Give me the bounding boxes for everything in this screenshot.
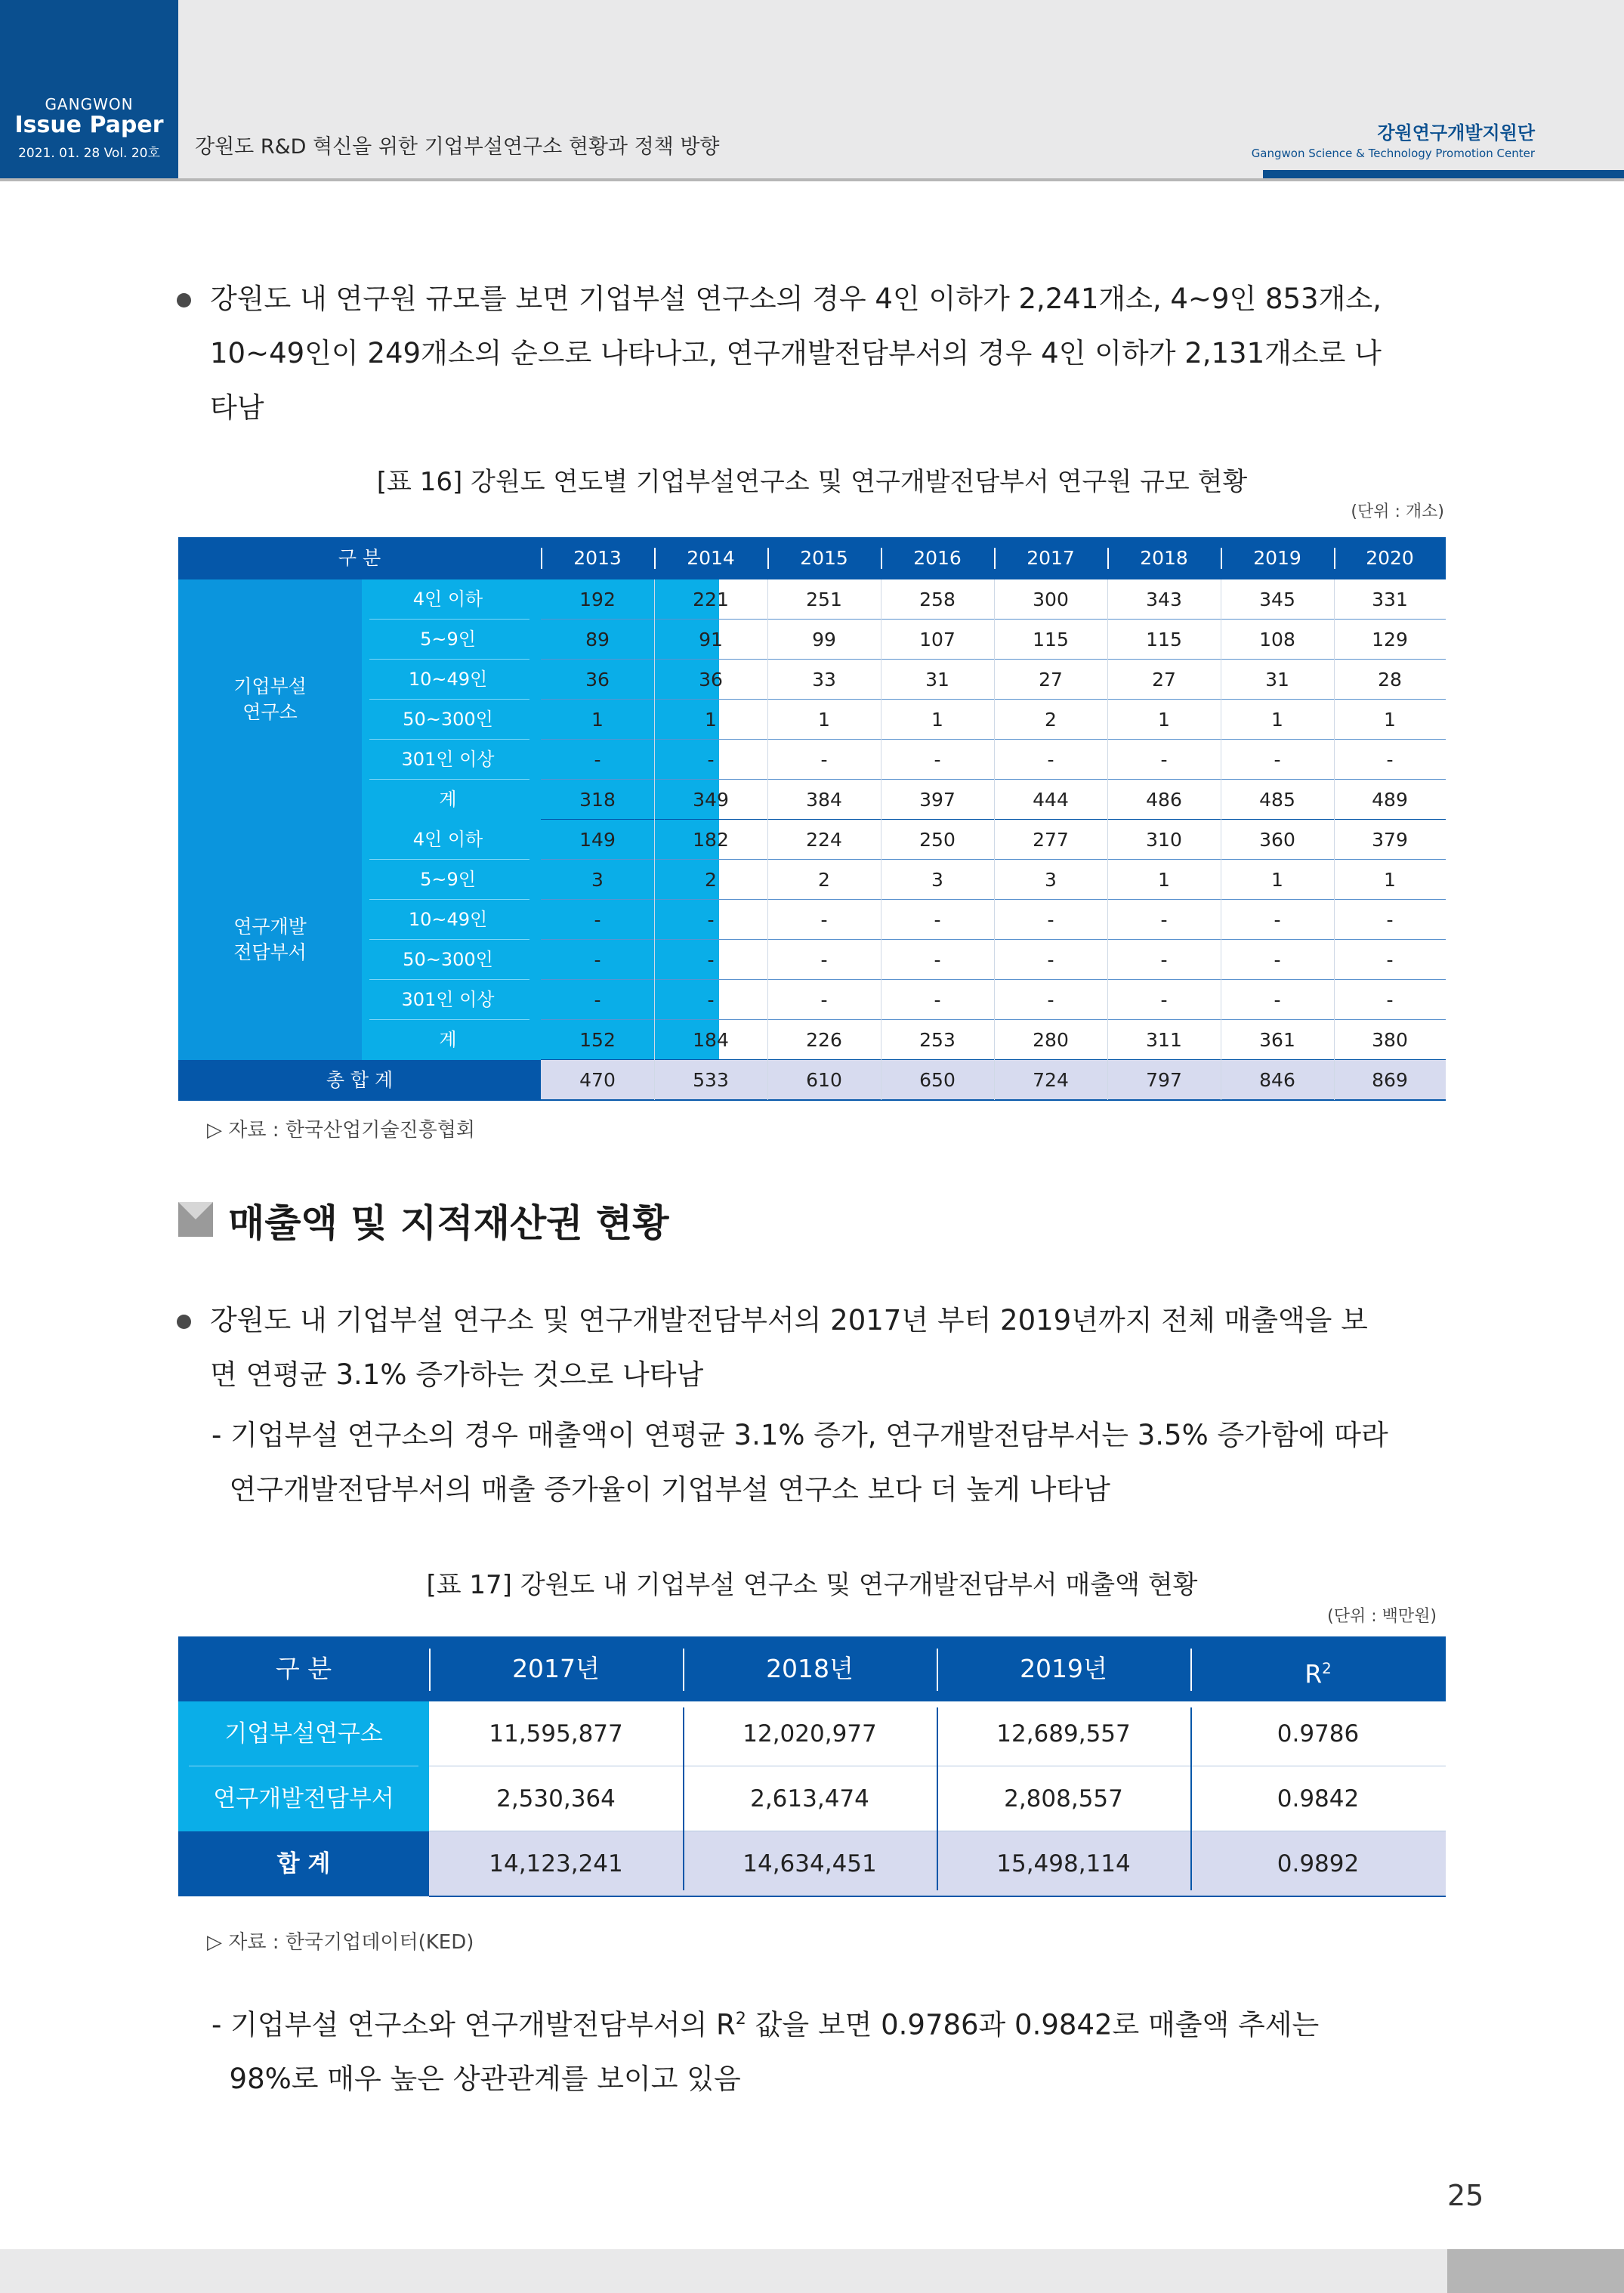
table16-cell: 27 — [1152, 669, 1176, 691]
table16-cell: - — [1274, 749, 1281, 771]
r2-sup: 2 — [1322, 1660, 1332, 1677]
table17-cell: 11,595,877 — [489, 1720, 623, 1748]
table16-cell: 360 — [1259, 829, 1295, 851]
page-number: 25 — [1447, 2179, 1484, 2212]
table16-cell: - — [1274, 909, 1281, 931]
table16-cell: 258 — [919, 589, 956, 610]
table16-caption: [표 16] 강원도 연도별 기업부설연구소 및 연구개발전담부서 연구원 규모 현황 — [376, 467, 1248, 497]
table16-cell: 300 — [1033, 589, 1069, 610]
table16-row-label: 4인 이하 — [412, 829, 483, 850]
table16-cell: 349 — [693, 789, 729, 811]
table16-year-header: 2020 — [1366, 547, 1414, 569]
table17-caption: [표 17] 강원도 내 기업부설 연구소 및 연구개발전담부서 매출액 현황 — [426, 1570, 1198, 1600]
table16-unit: (단위 : 개소) — [1351, 502, 1444, 521]
table16-cell: 224 — [806, 829, 842, 851]
table16-cell: 384 — [806, 789, 842, 811]
column-divider — [1107, 579, 1108, 1100]
table17-cell: 12,020,977 — [743, 1720, 877, 1748]
table16-cell: - — [820, 749, 828, 771]
table16-cell: - — [594, 989, 601, 1011]
table16-cell: 1 — [931, 709, 943, 731]
table16-row-label: 계 — [439, 789, 457, 810]
table16-year-header: 2013 — [573, 547, 622, 569]
paragraph-line: - 기업부설 연구소의 경우 매출액이 연평균 3.1% 증가, 연구개발전담부서는 3.5% 증가함에 따라 — [211, 1419, 1388, 1451]
paragraph-line: 강원도 내 기업부설 연구소 및 연구개발전담부서의 2017년 부터 2019년까지 전체 매출액을 보 — [210, 1304, 1368, 1337]
table16-row-label: 301인 이상 — [401, 989, 495, 1010]
column-divider — [937, 1707, 938, 1890]
table16-row-label: 10~49인 — [408, 669, 488, 690]
table17-cell: 0.9786 — [1277, 1720, 1360, 1748]
dash-paragraph-1 — [211, 1408, 1465, 1517]
table17-row-label: 연구개발전담부서 — [178, 1766, 429, 1831]
table16-cell: 380 — [1372, 1029, 1408, 1051]
table16-cell: 1 — [705, 709, 717, 731]
table16-cell: 397 — [919, 789, 956, 811]
table16-cell: - — [1386, 989, 1394, 1011]
bullet-paragraph-2 — [178, 1293, 1462, 1402]
table16-row-label: 50~300인 — [403, 949, 493, 970]
table16-cell: - — [1274, 949, 1281, 971]
table16-row-label: 계 — [439, 1029, 457, 1050]
bullet-paragraph-1 — [178, 272, 1462, 435]
paragraph-line: 98%로 매우 높은 상관관계를 보이고 있음 — [211, 2063, 741, 2096]
table16-cell: - — [707, 989, 715, 1011]
table16-cell: - — [820, 909, 828, 931]
table16-cell: 253 — [919, 1029, 956, 1051]
table17 — [178, 1636, 1446, 1901]
org-name-korean: 강원연구개발지원단 — [1377, 122, 1535, 144]
table16-cell: 28 — [1378, 669, 1402, 691]
logo-brand-main: Issue Paper — [14, 112, 164, 138]
table16-year-header: 2015 — [800, 547, 848, 569]
table17-cell: 12,689,557 — [996, 1720, 1131, 1748]
table16-cell: 1 — [1271, 869, 1283, 891]
paragraph-line — [211, 1992, 1465, 2052]
table16-cell: - — [1047, 989, 1054, 1011]
table16-cell: 361 — [1259, 1029, 1295, 1051]
column-divider — [683, 1707, 684, 1890]
section-square-icon — [178, 1202, 213, 1237]
table16-total-cell: 846 — [1259, 1069, 1295, 1091]
table16-cell: 182 — [693, 829, 729, 851]
table17-year-header: 2018년 — [766, 1654, 854, 1683]
table16-total-cell: 797 — [1146, 1069, 1182, 1091]
table16-cell: 345 — [1259, 589, 1295, 610]
table16-row-label: 301인 이상 — [401, 749, 495, 770]
table16-cell: - — [1386, 909, 1394, 931]
logo-brand-top: GANGWON — [45, 95, 134, 113]
dash-paragraph-2 — [211, 1992, 1465, 2106]
table16-total-cell: 869 — [1372, 1069, 1408, 1091]
table16-row-label: 50~300인 — [403, 709, 493, 730]
paragraph-text: 값을 보면 0.9786과 0.9842로 매출액 추세는 — [746, 2008, 1320, 2041]
table16-cell: 33 — [812, 669, 836, 691]
org-accent-bar — [1263, 170, 1624, 178]
table16-cell: 129 — [1372, 629, 1408, 651]
table16-cell: 310 — [1146, 829, 1182, 851]
table16-cell: 331 — [1372, 589, 1408, 610]
table17-row-label: 합 계 — [178, 1831, 429, 1896]
paragraph-line: 강원도 내 연구원 규모를 보면 기업부설 연구소의 경우 4인 이하가 2,241개소, 4~9인 853개소, — [210, 283, 1382, 315]
table16-cell: 3 — [931, 869, 943, 891]
paragraph-line: 면 연평균 3.1% 증가하는 것으로 나타남 — [210, 1358, 704, 1391]
table17-cell: 0.9842 — [1277, 1785, 1360, 1812]
table16-year-header: 2019 — [1253, 547, 1301, 569]
table16-cell: 318 — [579, 789, 616, 811]
footer-bar — [0, 2249, 1447, 2293]
table16-cell: 489 — [1372, 789, 1408, 811]
group-label-line: 전담부서 — [233, 941, 307, 963]
table16-cell: - — [1160, 989, 1168, 1011]
table-bottom-border — [178, 1099, 1446, 1101]
table16-cell: 1 — [1384, 709, 1396, 731]
table17-cell: 2,613,474 — [750, 1785, 869, 1812]
table16-total-cell: 724 — [1033, 1069, 1069, 1091]
table17-r2-header — [1190, 1636, 1446, 1701]
table16-cell: - — [1160, 949, 1168, 971]
table16-cell: 99 — [812, 629, 836, 651]
table17-year-header: 2019년 — [1020, 1654, 1107, 1683]
table16-group-label — [178, 820, 362, 1060]
table17-header-label: 구 분 — [275, 1654, 332, 1683]
table16-source: ▷ 자료 : 한국산업기술진흥협회 — [207, 1119, 475, 1142]
table16-cell: 277 — [1033, 829, 1069, 851]
column-divider — [1334, 579, 1335, 1100]
column-divider — [994, 579, 995, 1100]
table16-cell: 31 — [925, 669, 949, 691]
table16-total-cell: 650 — [919, 1069, 956, 1091]
table16-year-header: 2016 — [913, 547, 962, 569]
table16-cell: - — [1047, 909, 1054, 931]
table16-cell: - — [1160, 909, 1168, 931]
table17-cell: 2,530,364 — [496, 1785, 616, 1812]
table17-header-row — [178, 1636, 1446, 1701]
table16-cell: 115 — [1033, 629, 1069, 651]
table16-cell: 1 — [818, 709, 830, 731]
table16-cell: - — [707, 909, 715, 931]
table16-cell: - — [934, 949, 941, 971]
table16-cell: 89 — [585, 629, 610, 651]
column-divider — [1190, 1707, 1192, 1890]
table16-total-label: 총 합 계 — [178, 1060, 541, 1100]
table16-cell: - — [1160, 749, 1168, 771]
table16-cell: - — [934, 909, 941, 931]
table16-cell: 486 — [1146, 789, 1182, 811]
table16-cell: - — [1386, 749, 1394, 771]
table16-cell: - — [820, 949, 828, 971]
table16-cell: 27 — [1039, 669, 1063, 691]
table16-cell: - — [707, 749, 715, 771]
table16-cell: 2 — [705, 869, 717, 891]
document-title: 강원도 R&D 혁신을 위한 기업부설연구소 현황과 정책 방향 — [195, 135, 720, 159]
group-label-line: 기업부설 — [233, 675, 307, 697]
table16-cell: - — [1047, 949, 1054, 971]
table16-row-label: 10~49인 — [408, 909, 488, 930]
table16-cell: 311 — [1146, 1029, 1182, 1051]
table16-cell: - — [820, 989, 828, 1011]
table16-cell: 36 — [699, 669, 723, 691]
table16-cell: 221 — [693, 589, 729, 610]
table17-cell: 0.9892 — [1277, 1850, 1360, 1877]
paragraph-line: 타남 — [210, 391, 264, 424]
table16-cell: 108 — [1259, 629, 1295, 651]
table16-cell: - — [1047, 749, 1054, 771]
table16-total-cell: 610 — [806, 1069, 842, 1091]
table16-year-header: 2017 — [1027, 547, 1075, 569]
table17-year-header: 2017년 — [512, 1654, 600, 1683]
table16-header-label: 구 분 — [338, 547, 381, 569]
table16-cell: - — [1274, 989, 1281, 1011]
table16-year-header: 2014 — [687, 547, 735, 569]
table17-cell: 15,498,114 — [996, 1850, 1131, 1877]
bullet-dot-icon — [177, 1315, 191, 1329]
table16-cell: 3 — [1045, 869, 1057, 891]
table16-cell: 2 — [818, 869, 830, 891]
paragraph-line: 10~49인이 249개소의 순으로 나타나고, 연구개발전담부서의 경우 4인 이하가 2,131개소로 나 — [210, 337, 1382, 369]
table16-cell: 1 — [1158, 869, 1170, 891]
table16-cell: 250 — [919, 829, 956, 851]
table16-cell: 485 — [1259, 789, 1295, 811]
table16-cell: 115 — [1146, 629, 1182, 651]
paragraph-line: 연구개발전담부서의 매출 증가율이 기업부설 연구소 보다 더 높게 나타남 — [211, 1473, 1110, 1506]
issue-paper-logo — [0, 0, 178, 178]
table16-header-row — [178, 537, 1446, 579]
table16-row-label: 5~9인 — [420, 629, 476, 650]
bullet-dot-icon — [177, 293, 191, 307]
table16-cell: 379 — [1372, 829, 1408, 851]
table16-year-header: 2018 — [1140, 547, 1188, 569]
table16-cell: 184 — [693, 1029, 729, 1051]
table16-row-label: 5~9인 — [420, 869, 476, 890]
table16-cell: - — [594, 949, 601, 971]
table16-group-label — [178, 579, 362, 820]
table16-cell: 1 — [591, 709, 604, 731]
table16-cell: - — [1386, 949, 1394, 971]
table16-cell: 107 — [919, 629, 956, 651]
column-divider — [654, 579, 655, 1100]
footer-bar-accent — [1447, 2249, 1624, 2293]
table16-cell: 2 — [1045, 709, 1057, 731]
table16-cell: 251 — [806, 589, 842, 610]
table16-cell: 3 — [591, 869, 604, 891]
table16-total-cell: 470 — [579, 1069, 616, 1091]
table16-cell: 343 — [1146, 589, 1182, 610]
table16-cell: 1 — [1158, 709, 1170, 731]
table16-cell: - — [934, 989, 941, 1011]
table16-cell: 36 — [585, 669, 610, 691]
table16-cell: 280 — [1033, 1029, 1069, 1051]
table17-cell: 2,808,557 — [1004, 1785, 1123, 1812]
table16-cell: 31 — [1265, 669, 1289, 691]
header-divider — [0, 178, 1624, 181]
logo-date: 2021. 01. 28 Vol. 20호 — [18, 146, 160, 161]
column-divider — [767, 579, 768, 1100]
table17-row-label: 기업부설연구소 — [178, 1701, 429, 1766]
table16-cell: 152 — [579, 1029, 616, 1051]
table16-cell: - — [594, 749, 601, 771]
section-title: 매출액 및 지적재산권 현황 — [228, 1201, 669, 1245]
table16-cell: 1 — [1271, 709, 1283, 731]
table16-total-cell: 533 — [693, 1069, 729, 1091]
table16-cell: 192 — [579, 589, 616, 610]
r2-base: R — [1304, 1659, 1323, 1689]
paragraph-text: - 기업부설 연구소와 연구개발전담부서의 R — [211, 2008, 736, 2041]
row-divider — [429, 1896, 1446, 1897]
table17-source: ▷ 자료 : 한국기업데이터(KED) — [207, 1931, 474, 1954]
table16-cell: 444 — [1033, 789, 1069, 811]
r2-superscript: 2 — [735, 2009, 746, 2029]
group-label-line: 연구개발 — [233, 916, 307, 938]
table16-cell: - — [707, 949, 715, 971]
org-name-english: Gangwon Science & Technology Promotion Center — [1251, 147, 1535, 160]
table16-cell: 226 — [806, 1029, 842, 1051]
table17-cell: 14,123,241 — [489, 1850, 623, 1877]
table16-row-label: 4인 이하 — [412, 589, 483, 610]
table17-unit: (단위 : 백만원) — [1327, 1607, 1437, 1626]
table17-cell: 14,634,451 — [743, 1850, 877, 1877]
table16-cell: 91 — [699, 629, 723, 651]
table16-cell: 1 — [1384, 869, 1396, 891]
table16-cell: - — [934, 749, 941, 771]
table16-cell: 149 — [579, 829, 616, 851]
table16-cell: - — [594, 909, 601, 931]
group-label-line: 연구소 — [242, 701, 298, 723]
